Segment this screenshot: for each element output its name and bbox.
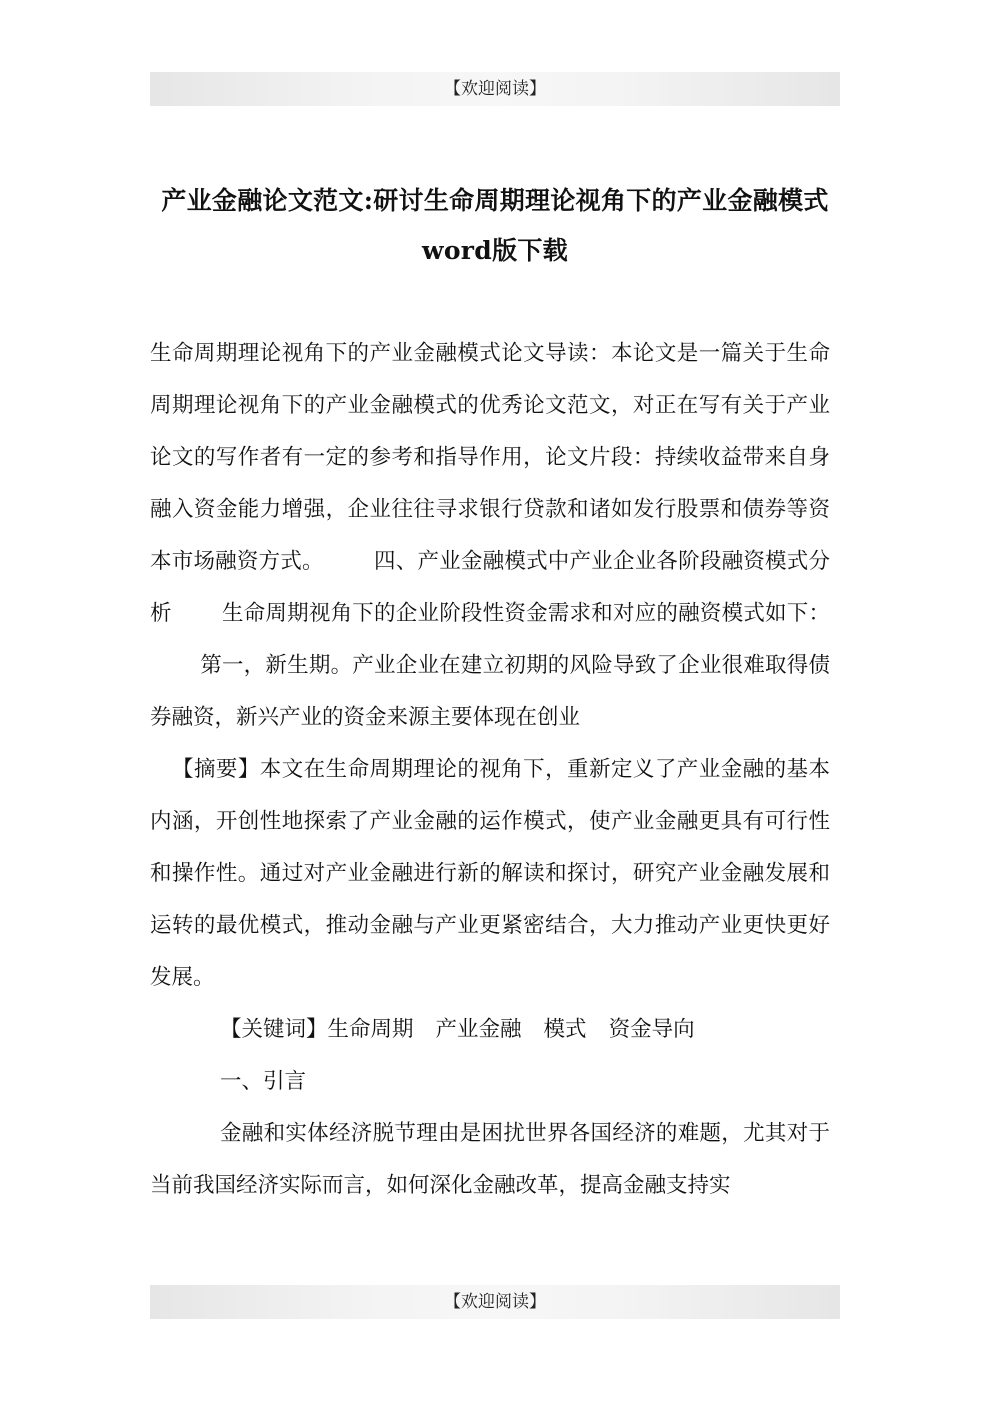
intro-paragraph (150, 328, 830, 744)
keyword-item: 生命周期 (327, 1017, 414, 1042)
intro-text-4: 第一，新生期。产业企业在建立初期的风险导致了企业很难取得债券融资，新兴产业的资金来源主要体现在创业 (150, 653, 830, 730)
keyword-item: 资金导向 (608, 1017, 695, 1042)
intro-text-2: 四、产业金融模式中产业企业各阶段融资模式分析 (150, 549, 830, 626)
footer-banner: 【欢迎阅读】 (150, 1285, 840, 1319)
section-heading-intro: 一、引言 (220, 1069, 307, 1094)
abstract-paragraph: 【摘要】本文在生命周期理论的视角下，重新定义了产业金融的基本内涵，开创性地探索了产业金融的运作模式，使产业金融更具有可行性和操作性。通过对产业金融进行新的解读和探讨，研究产业金融发展和运转的最优模式，推动金融与产业更紧密结合，大力推动产业更快更好发展。 (150, 757, 830, 990)
document-title: 产业金融论文范文:研讨生命周期理论视角下的产业金融模式word版下载 (161, 186, 829, 265)
intro-text-3: 生命周期视角下的企业阶段性资金需求和对应的融资模式如下： (221, 601, 830, 626)
section-intro-paragraph: 金融和实体经济脱节理由是困扰世界各国经济的难题，尤其对于当前我国经济实际而言，如何深化金融改革，提高金融支持实 (150, 1121, 830, 1198)
intro-text-1: 生命周期理论视角下的产业金融模式论文导读：本论文是一篇关于生命周期理论视角下的产业金融模式的优秀论文范文，对正在写有关于产业论文的写作者有一定的参考和指导作用，论文片段：持续收益带来自身融入资金能力增强，企业往往寻求银行贷款和诸如发行股票和债券等资本市场融资方式。 (150, 341, 830, 574)
header-banner: 【欢迎阅读】 (150, 72, 840, 106)
document-body (150, 328, 830, 1212)
keywords-line (150, 1004, 830, 1056)
keyword-item: 产业金融 (435, 1017, 522, 1042)
keyword-item: 模式 (543, 1017, 587, 1042)
keywords-label: 【关键词】 (220, 1017, 328, 1042)
